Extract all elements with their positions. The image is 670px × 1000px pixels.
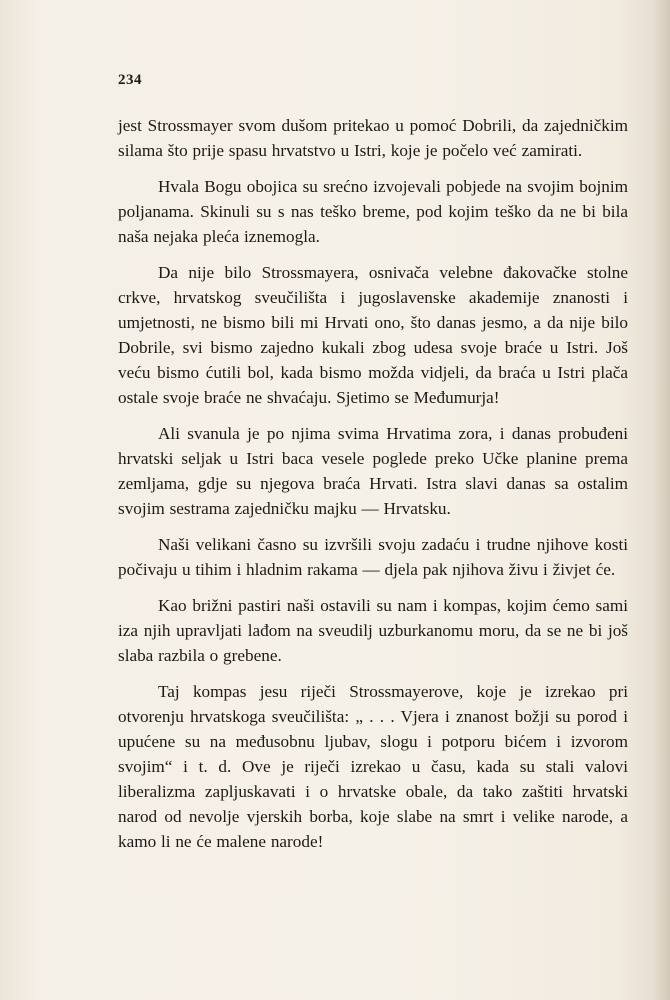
paragraph: Da nije bilo Strossmayera, osnivača velebne đakovačke stolne crkve, hrvatskog sveučilišta i jugoslavenske akademije znanosti i umjetnosti, ne bismo bili mi Hrvati ono, što danas jesmo, a da nije bilo Dobrile, svi bismo zajedno kukali zbog udesa svoje braće u Istri. Još veću bismo ćutili bol, kada bismo možda vidjeli, da braća u Istri plača ostale svoje braće ne shvaćaju. Sjetimo se Međumurja!	[118, 263, 628, 407]
body-text	[118, 113, 628, 865]
page-number: 234	[118, 72, 142, 88]
paragraph: Hvala Bogu obojica su srećno izvojevali pobjede na svojim bojnim poljanama. Skinuli su s nas teško breme, pod kojim teško da ne bi bila naša nejaka pleća iznemogla.	[118, 177, 628, 246]
paragraph: Naši velikani časno su izvršili svoju zadaću i trudne njihove kosti počivaju u tihim i hladnim rakama — djela pak njihova živu i živjet će.	[118, 535, 628, 579]
paragraph: jest Strossmayer svom dušom pritekao u pomoć Dobrili, da zajedničkim silama što prije spasu hrvatstvo u Istri, koje je počelo već zamirati.	[118, 116, 628, 160]
paragraph: Ali svanula je po njima svima Hrvatima zora, i danas probuđeni hrvatski seljak u Istri baca vesele poglede preko Učke planine prema zemljama, gdje su njegova braća Hrvati. Istra slavi danas sa ostalim svojim sestrama zajedničku majku — Hrvatsku.	[118, 424, 628, 518]
page-edge-shadow	[652, 0, 670, 1000]
paragraph: Taj kompas jesu riječi Strossmayerove, koje je izrekao pri otvorenju hrvatskoga sveučilišta: „ . . . Vjera i znanost božji su porod i upućene su na međusobnu ljubav, slogu i potporu bićem i izvorom svojim“ i t. d. Ove je riječi izrekao u času, kada su stali valovi liberalizma zapljuskavati i o hrvatske obale, da tako zaštiti hrvatski narod od nevolje vjerskih borba, koje slabe na smrt i velike narode, a kamo li ne će malene narode!	[118, 682, 628, 851]
paragraph: Kao brižni pastiri naši ostavili su nam i kompas, kojim ćemo sami iza njih upravljati lađom na sveudilj uzburkanomu moru, da se ne bi još slaba razbila o grebene.	[118, 596, 628, 665]
